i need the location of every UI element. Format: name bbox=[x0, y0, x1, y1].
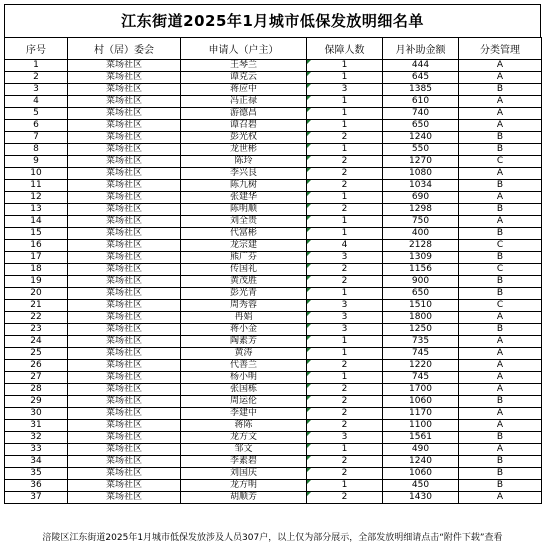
cell-applicant: 谭克云 bbox=[181, 72, 307, 84]
cell-applicant: 龙宗建 bbox=[181, 240, 307, 252]
cell-persons: 1 bbox=[307, 288, 383, 300]
cell-amount: 1309 bbox=[383, 252, 459, 264]
cell-persons: 2 bbox=[307, 468, 383, 480]
table-row bbox=[5, 168, 542, 180]
cell-category: C bbox=[459, 264, 542, 276]
cell-applicant: 陶素芳 bbox=[181, 336, 307, 348]
cell-amount: 2128 bbox=[383, 240, 459, 252]
cell-category: B bbox=[459, 288, 542, 300]
cell-amount: 1240 bbox=[383, 132, 459, 144]
header-persons: 保障人数 bbox=[307, 38, 383, 60]
cell-amount: 400 bbox=[383, 228, 459, 240]
cell-committee: 菜场社区 bbox=[68, 228, 181, 240]
cell-amount: 1060 bbox=[383, 396, 459, 408]
cell-persons: 1 bbox=[307, 444, 383, 456]
cell-category: A bbox=[459, 312, 542, 324]
table-row bbox=[5, 468, 542, 480]
cell-index: 21 bbox=[5, 300, 68, 312]
cell-category: B bbox=[459, 132, 542, 144]
cell-category: A bbox=[459, 360, 542, 372]
cell-committee: 菜场社区 bbox=[68, 312, 181, 324]
cell-amount: 1800 bbox=[383, 312, 459, 324]
cell-index: 32 bbox=[5, 432, 68, 444]
cell-persons: 2 bbox=[307, 156, 383, 168]
cell-committee: 菜场社区 bbox=[68, 384, 181, 396]
page-title: 江东街道2025年1月城市低保发放明细名单 bbox=[4, 4, 541, 37]
cell-committee: 菜场社区 bbox=[68, 192, 181, 204]
cell-applicant: 周秀蓉 bbox=[181, 300, 307, 312]
cell-amount: 1561 bbox=[383, 432, 459, 444]
cell-applicant: 游德昌 bbox=[181, 108, 307, 120]
cell-category: B bbox=[459, 84, 542, 96]
cell-committee: 菜场社区 bbox=[68, 444, 181, 456]
cell-persons: 3 bbox=[307, 300, 383, 312]
spreadsheet bbox=[4, 4, 541, 504]
cell-persons: 1 bbox=[307, 192, 383, 204]
cell-persons: 2 bbox=[307, 456, 383, 468]
cell-committee: 菜场社区 bbox=[68, 468, 181, 480]
cell-amount: 550 bbox=[383, 144, 459, 156]
table-row bbox=[5, 408, 542, 420]
cell-persons: 2 bbox=[307, 408, 383, 420]
cell-index: 37 bbox=[5, 492, 68, 504]
cell-category: B bbox=[459, 396, 542, 408]
cell-persons: 3 bbox=[307, 324, 383, 336]
cell-applicant: 谭召碧 bbox=[181, 120, 307, 132]
cell-applicant: 蒋应中 bbox=[181, 84, 307, 96]
cell-persons: 1 bbox=[307, 120, 383, 132]
cell-index: 26 bbox=[5, 360, 68, 372]
header-category: 分类管理 bbox=[459, 38, 542, 60]
cell-category: A bbox=[459, 192, 542, 204]
table-row bbox=[5, 372, 542, 384]
cell-committee: 菜场社区 bbox=[68, 144, 181, 156]
cell-index: 2 bbox=[5, 72, 68, 84]
cell-index: 18 bbox=[5, 264, 68, 276]
cell-applicant: 陈玲 bbox=[181, 156, 307, 168]
cell-category: B bbox=[459, 324, 542, 336]
cell-index: 6 bbox=[5, 120, 68, 132]
cell-committee: 菜场社区 bbox=[68, 240, 181, 252]
cell-category: A bbox=[459, 96, 542, 108]
header-committee: 村（居）委会 bbox=[68, 38, 181, 60]
cell-category: B bbox=[459, 456, 542, 468]
cell-applicant: 黄茂胜 bbox=[181, 276, 307, 288]
cell-category: A bbox=[459, 72, 542, 84]
table-row bbox=[5, 144, 542, 156]
header-index: 序号 bbox=[5, 38, 68, 60]
cell-committee: 菜场社区 bbox=[68, 108, 181, 120]
cell-persons: 2 bbox=[307, 168, 383, 180]
table-header-row bbox=[5, 38, 542, 60]
cell-index: 28 bbox=[5, 384, 68, 396]
cell-index: 3 bbox=[5, 84, 68, 96]
cell-amount: 1430 bbox=[383, 492, 459, 504]
cell-category: C bbox=[459, 156, 542, 168]
table-row bbox=[5, 228, 542, 240]
cell-category: A bbox=[459, 444, 542, 456]
table-row bbox=[5, 72, 542, 84]
cell-applicant: 熊广芬 bbox=[181, 252, 307, 264]
table-row bbox=[5, 492, 542, 504]
cell-amount: 1220 bbox=[383, 360, 459, 372]
cell-category: A bbox=[459, 216, 542, 228]
table-row bbox=[5, 96, 542, 108]
table-row bbox=[5, 432, 542, 444]
cell-category: B bbox=[459, 180, 542, 192]
cell-persons: 1 bbox=[307, 72, 383, 84]
table-row bbox=[5, 120, 542, 132]
cell-category: A bbox=[459, 60, 542, 72]
cell-category: A bbox=[459, 348, 542, 360]
cell-committee: 菜场社区 bbox=[68, 372, 181, 384]
cell-applicant: 龙方明 bbox=[181, 480, 307, 492]
cell-amount: 900 bbox=[383, 276, 459, 288]
cell-persons: 1 bbox=[307, 228, 383, 240]
cell-category: B bbox=[459, 204, 542, 216]
cell-index: 14 bbox=[5, 216, 68, 228]
cell-persons: 3 bbox=[307, 432, 383, 444]
cell-committee: 菜场社区 bbox=[68, 492, 181, 504]
table-row bbox=[5, 420, 542, 432]
cell-persons: 3 bbox=[307, 84, 383, 96]
cell-committee: 菜场社区 bbox=[68, 180, 181, 192]
cell-category: A bbox=[459, 420, 542, 432]
cell-committee: 菜场社区 bbox=[68, 216, 181, 228]
cell-amount: 1100 bbox=[383, 420, 459, 432]
cell-amount: 1250 bbox=[383, 324, 459, 336]
cell-index: 1 bbox=[5, 60, 68, 72]
cell-persons: 1 bbox=[307, 480, 383, 492]
cell-committee: 菜场社区 bbox=[68, 96, 181, 108]
cell-applicant: 蒋陈 bbox=[181, 420, 307, 432]
cell-amount: 450 bbox=[383, 480, 459, 492]
cell-applicant: 黄涛 bbox=[181, 348, 307, 360]
cell-applicant: 冉娟 bbox=[181, 312, 307, 324]
table-row bbox=[5, 360, 542, 372]
cell-amount: 735 bbox=[383, 336, 459, 348]
cell-persons: 2 bbox=[307, 492, 383, 504]
cell-persons: 2 bbox=[307, 132, 383, 144]
cell-applicant: 胡顺芳 bbox=[181, 492, 307, 504]
cell-category: C bbox=[459, 300, 542, 312]
cell-index: 25 bbox=[5, 348, 68, 360]
cell-index: 34 bbox=[5, 456, 68, 468]
cell-committee: 菜场社区 bbox=[68, 432, 181, 444]
cell-index: 7 bbox=[5, 132, 68, 144]
cell-category: B bbox=[459, 468, 542, 480]
cell-persons: 1 bbox=[307, 372, 383, 384]
cell-applicant: 冯正禄 bbox=[181, 96, 307, 108]
cell-category: B bbox=[459, 144, 542, 156]
cell-applicant: 李素碧 bbox=[181, 456, 307, 468]
cell-persons: 2 bbox=[307, 276, 383, 288]
cell-category: B bbox=[459, 276, 542, 288]
cell-persons: 2 bbox=[307, 264, 383, 276]
table-row bbox=[5, 204, 542, 216]
cell-applicant: 刘全贵 bbox=[181, 216, 307, 228]
cell-committee: 菜场社区 bbox=[68, 132, 181, 144]
cell-applicant: 王琴兰 bbox=[181, 60, 307, 72]
cell-amount: 1060 bbox=[383, 468, 459, 480]
cell-index: 22 bbox=[5, 312, 68, 324]
cell-committee: 菜场社区 bbox=[68, 288, 181, 300]
cell-applicant: 张建华 bbox=[181, 192, 307, 204]
cell-persons: 2 bbox=[307, 396, 383, 408]
cell-index: 15 bbox=[5, 228, 68, 240]
cell-amount: 1034 bbox=[383, 180, 459, 192]
cell-persons: 2 bbox=[307, 360, 383, 372]
cell-amount: 1385 bbox=[383, 84, 459, 96]
cell-amount: 490 bbox=[383, 444, 459, 456]
cell-committee: 菜场社区 bbox=[68, 84, 181, 96]
cell-index: 17 bbox=[5, 252, 68, 264]
cell-category: A bbox=[459, 336, 542, 348]
cell-category: A bbox=[459, 372, 542, 384]
cell-index: 19 bbox=[5, 276, 68, 288]
cell-category: B bbox=[459, 252, 542, 264]
cell-amount: 1156 bbox=[383, 264, 459, 276]
cell-committee: 菜场社区 bbox=[68, 480, 181, 492]
cell-category: B bbox=[459, 228, 542, 240]
cell-amount: 1170 bbox=[383, 408, 459, 420]
cell-applicant: 陈九树 bbox=[181, 180, 307, 192]
cell-category: B bbox=[459, 432, 542, 444]
cell-category: A bbox=[459, 408, 542, 420]
cell-committee: 菜场社区 bbox=[68, 252, 181, 264]
cell-category: A bbox=[459, 120, 542, 132]
cell-amount: 1080 bbox=[383, 168, 459, 180]
cell-applicant: 蒋小金 bbox=[181, 324, 307, 336]
cell-committee: 菜场社区 bbox=[68, 60, 181, 72]
cell-applicant: 邹文 bbox=[181, 444, 307, 456]
cell-persons: 3 bbox=[307, 312, 383, 324]
cell-amount: 750 bbox=[383, 216, 459, 228]
table-row bbox=[5, 108, 542, 120]
cell-index: 23 bbox=[5, 324, 68, 336]
cell-amount: 1700 bbox=[383, 384, 459, 396]
cell-applicant: 陈明顺 bbox=[181, 204, 307, 216]
cell-applicant: 彭光青 bbox=[181, 288, 307, 300]
table-row bbox=[5, 480, 542, 492]
cell-committee: 菜场社区 bbox=[68, 72, 181, 84]
table-row bbox=[5, 216, 542, 228]
table-row bbox=[5, 324, 542, 336]
cell-committee: 菜场社区 bbox=[68, 360, 181, 372]
table-row bbox=[5, 288, 542, 300]
cell-amount: 745 bbox=[383, 348, 459, 360]
cell-applicant: 张国栋 bbox=[181, 384, 307, 396]
table-row bbox=[5, 300, 542, 312]
cell-persons: 1 bbox=[307, 144, 383, 156]
table-row bbox=[5, 312, 542, 324]
cell-category: B bbox=[459, 480, 542, 492]
cell-index: 33 bbox=[5, 444, 68, 456]
cell-amount: 740 bbox=[383, 108, 459, 120]
cell-committee: 菜场社区 bbox=[68, 276, 181, 288]
cell-persons: 1 bbox=[307, 96, 383, 108]
table-row bbox=[5, 456, 542, 468]
table-row bbox=[5, 348, 542, 360]
cell-applicant: 李建中 bbox=[181, 408, 307, 420]
cell-committee: 菜场社区 bbox=[68, 156, 181, 168]
table-row bbox=[5, 84, 542, 96]
cell-category: A bbox=[459, 108, 542, 120]
cell-amount: 1240 bbox=[383, 456, 459, 468]
cell-amount: 1510 bbox=[383, 300, 459, 312]
cell-persons: 3 bbox=[307, 252, 383, 264]
cell-applicant: 李兴艮 bbox=[181, 168, 307, 180]
cell-persons: 1 bbox=[307, 60, 383, 72]
cell-index: 5 bbox=[5, 108, 68, 120]
cell-applicant: 刘国庆 bbox=[181, 468, 307, 480]
cell-committee: 菜场社区 bbox=[68, 396, 181, 408]
table-body bbox=[5, 60, 542, 504]
cell-index: 20 bbox=[5, 288, 68, 300]
cell-applicant: 传国礼 bbox=[181, 264, 307, 276]
cell-persons: 1 bbox=[307, 216, 383, 228]
cell-index: 9 bbox=[5, 156, 68, 168]
cell-committee: 菜场社区 bbox=[68, 336, 181, 348]
cell-committee: 菜场社区 bbox=[68, 348, 181, 360]
cell-persons: 2 bbox=[307, 180, 383, 192]
table-row bbox=[5, 444, 542, 456]
cell-applicant: 杨小明 bbox=[181, 372, 307, 384]
table-row bbox=[5, 192, 542, 204]
cell-committee: 菜场社区 bbox=[68, 408, 181, 420]
cell-applicant: 龙世彬 bbox=[181, 144, 307, 156]
table-row bbox=[5, 240, 542, 252]
cell-persons: 4 bbox=[307, 240, 383, 252]
cell-index: 29 bbox=[5, 396, 68, 408]
cell-index: 24 bbox=[5, 336, 68, 348]
table-row bbox=[5, 276, 542, 288]
cell-category: A bbox=[459, 384, 542, 396]
recipient-table bbox=[4, 37, 542, 504]
cell-amount: 690 bbox=[383, 192, 459, 204]
cell-committee: 菜场社区 bbox=[68, 264, 181, 276]
cell-committee: 菜场社区 bbox=[68, 168, 181, 180]
cell-committee: 菜场社区 bbox=[68, 420, 181, 432]
cell-committee: 菜场社区 bbox=[68, 324, 181, 336]
cell-index: 4 bbox=[5, 96, 68, 108]
table-row bbox=[5, 132, 542, 144]
cell-amount: 1298 bbox=[383, 204, 459, 216]
cell-index: 35 bbox=[5, 468, 68, 480]
table-row bbox=[5, 180, 542, 192]
cell-amount: 1270 bbox=[383, 156, 459, 168]
cell-index: 31 bbox=[5, 420, 68, 432]
cell-amount: 650 bbox=[383, 120, 459, 132]
cell-persons: 1 bbox=[307, 336, 383, 348]
cell-index: 12 bbox=[5, 192, 68, 204]
cell-index: 30 bbox=[5, 408, 68, 420]
cell-index: 10 bbox=[5, 168, 68, 180]
cell-applicant: 龙方文 bbox=[181, 432, 307, 444]
footer-note: 涪陵区江东街道2025年1月城市低保发放涉及人员307户，以上仅为部分展示，全部发放明细请点击“附件下载”查看 bbox=[42, 533, 503, 543]
cell-applicant: 代善兰 bbox=[181, 360, 307, 372]
table-row bbox=[5, 252, 542, 264]
cell-persons: 1 bbox=[307, 348, 383, 360]
cell-applicant: 彭光权 bbox=[181, 132, 307, 144]
header-applicant: 申请人（户主） bbox=[181, 38, 307, 60]
cell-committee: 菜场社区 bbox=[68, 204, 181, 216]
cell-index: 36 bbox=[5, 480, 68, 492]
table-row bbox=[5, 384, 542, 396]
cell-index: 8 bbox=[5, 144, 68, 156]
table-row bbox=[5, 60, 542, 72]
table-row bbox=[5, 264, 542, 276]
cell-amount: 610 bbox=[383, 96, 459, 108]
cell-persons: 2 bbox=[307, 204, 383, 216]
cell-index: 11 bbox=[5, 180, 68, 192]
cell-index: 27 bbox=[5, 372, 68, 384]
cell-category: A bbox=[459, 168, 542, 180]
cell-committee: 菜场社区 bbox=[68, 300, 181, 312]
cell-index: 13 bbox=[5, 204, 68, 216]
cell-index: 16 bbox=[5, 240, 68, 252]
table-row bbox=[5, 336, 542, 348]
cell-applicant: 代富彬 bbox=[181, 228, 307, 240]
cell-committee: 菜场社区 bbox=[68, 120, 181, 132]
cell-amount: 645 bbox=[383, 72, 459, 84]
cell-applicant: 周运伦 bbox=[181, 396, 307, 408]
cell-persons: 2 bbox=[307, 420, 383, 432]
table-row bbox=[5, 156, 542, 168]
cell-category: C bbox=[459, 240, 542, 252]
cell-amount: 650 bbox=[383, 288, 459, 300]
cell-category: A bbox=[459, 492, 542, 504]
table-row bbox=[5, 396, 542, 408]
cell-persons: 2 bbox=[307, 384, 383, 396]
header-amount: 月补助金额 bbox=[383, 38, 459, 60]
cell-committee: 菜场社区 bbox=[68, 456, 181, 468]
cell-persons: 1 bbox=[307, 108, 383, 120]
cell-amount: 745 bbox=[383, 372, 459, 384]
cell-amount: 444 bbox=[383, 60, 459, 72]
